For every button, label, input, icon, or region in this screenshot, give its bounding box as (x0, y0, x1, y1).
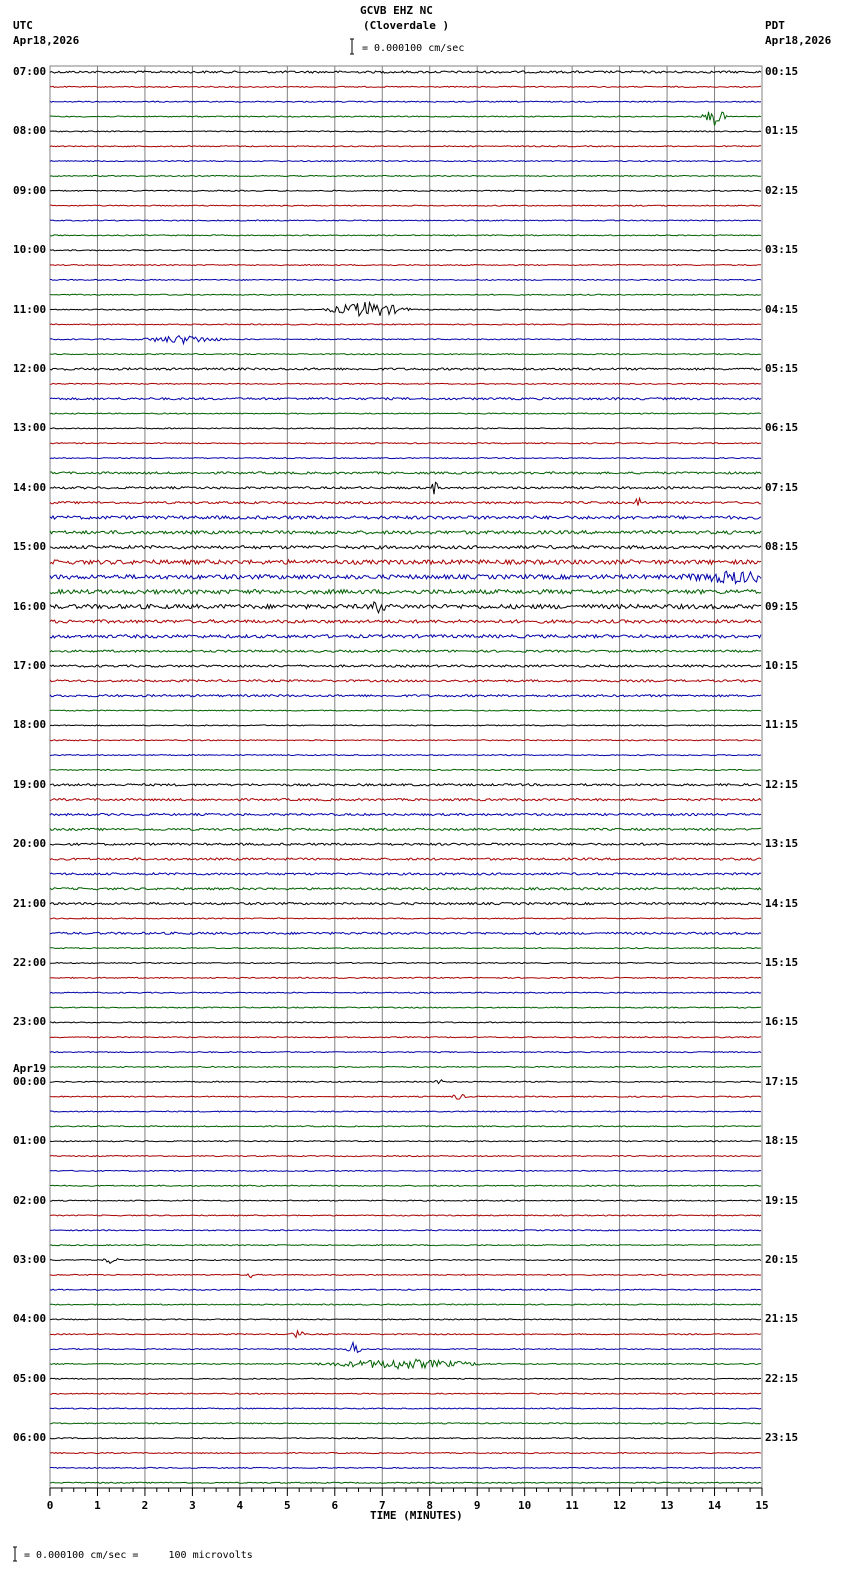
trace-86 (50, 1343, 761, 1353)
x-tick-label: 10 (518, 1499, 532, 1512)
pdt-time-label: 04:15 (765, 302, 799, 316)
utc-hour-label: 19:00 (13, 777, 47, 791)
pdt-time-label: 16:15 (765, 1015, 799, 1029)
trace-41 (50, 680, 761, 682)
x-tick-label: 12 (612, 1499, 627, 1512)
utc-hour-label: 08:00 (13, 124, 47, 138)
pdt-time-label: 21:15 (765, 1312, 799, 1326)
pdt-time-label: 07:15 (765, 480, 799, 494)
trace-50 (50, 813, 761, 815)
trace-88 (50, 1378, 761, 1379)
trace-21 (50, 383, 761, 384)
trace-29 (50, 498, 761, 505)
trace-2 (50, 101, 761, 102)
utc-hour-label: 23:00 (13, 1015, 47, 1029)
trace-66 (50, 1052, 761, 1053)
x-tick-label: 7 (378, 1499, 386, 1512)
x-axis-label: TIME (MINUTES) (370, 1509, 463, 1522)
trace-7 (50, 175, 761, 176)
trace-25 (50, 443, 761, 444)
utc-hour-label: 11:00 (13, 302, 47, 316)
trace-71 (50, 1126, 761, 1127)
trace-87 (50, 1359, 761, 1369)
trace-91 (50, 1423, 761, 1424)
trace-63 (50, 1007, 761, 1008)
utc-hour-label: 03:00 (13, 1253, 47, 1266)
x-tick-label: 3 (189, 1499, 196, 1512)
trace-13 (50, 265, 761, 266)
trace-35 (50, 590, 761, 594)
utc-hour-label: 13:00 (13, 421, 47, 435)
pdt-time-label: 09:15 (765, 599, 799, 613)
utc-hour-label: 17:00 (13, 659, 47, 672)
left-date-change: Apr19 (13, 1062, 47, 1075)
trace-85 (50, 1331, 761, 1338)
utc-hour-label: 10:00 (13, 243, 47, 257)
trace-30 (50, 516, 761, 519)
pdt-time-label: 20:15 (765, 1253, 799, 1266)
x-tick-label: 13 (660, 1499, 674, 1512)
utc-hour-label: 14:00 (13, 480, 47, 494)
pdt-time-label: 05:15 (765, 362, 799, 375)
trace-61 (50, 977, 761, 978)
station-title: GCVB EHZ NC (360, 4, 433, 17)
x-tick-label: 5 (284, 1499, 291, 1512)
trace-42 (50, 695, 761, 697)
trace-51 (50, 828, 761, 830)
station-location: (Cloverdale ) (363, 19, 450, 32)
utc-hour-label: 15:00 (13, 540, 47, 554)
trace-95 (50, 1482, 761, 1483)
trace-31 (50, 531, 761, 534)
pdt-time-label: 13:15 (765, 837, 799, 851)
utc-hour-label: 00:00 (13, 1074, 47, 1088)
trace-34 (50, 571, 761, 583)
pdt-time-label: 23:15 (765, 1431, 799, 1445)
trace-47 (50, 769, 761, 770)
trace-39 (50, 650, 761, 652)
pdt-time-label: 00:15 (765, 65, 799, 78)
trace-54 (50, 873, 761, 875)
trace-4 (50, 131, 761, 132)
utc-hour-label: 01:00 (13, 1134, 47, 1148)
trace-15 (50, 294, 761, 295)
left-timezone: UTC (13, 19, 33, 32)
trace-56 (50, 903, 761, 905)
trace-1 (50, 86, 761, 87)
trace-12 (50, 250, 761, 251)
pdt-time-label: 12:15 (765, 777, 799, 791)
trace-24 (50, 428, 761, 429)
pdt-time-label: 18:15 (765, 1134, 799, 1148)
pdt-time-label: 22:15 (765, 1371, 799, 1385)
trace-23 (50, 413, 761, 414)
x-tick-label: 9 (473, 1499, 481, 1512)
trace-57 (50, 918, 761, 919)
trace-93 (50, 1453, 761, 1454)
utc-hour-label: 09:00 (13, 183, 47, 197)
pdt-time-label: 08:15 (765, 540, 799, 554)
trace-27 (50, 472, 761, 474)
right-date: Apr18,2026 (765, 34, 832, 47)
trace-90 (50, 1408, 761, 1409)
utc-hour-label: 04:00 (13, 1312, 47, 1326)
trace-52 (50, 843, 761, 845)
trace-77 (50, 1215, 761, 1216)
pdt-time-label: 10:15 (765, 659, 799, 672)
trace-70 (50, 1111, 761, 1112)
trace-84 (50, 1319, 761, 1320)
trace-58 (50, 932, 761, 934)
x-tick-label: 4 (236, 1499, 244, 1512)
pdt-time-label: 19:15 (765, 1193, 799, 1207)
trace-68 (50, 1080, 761, 1084)
trace-67 (50, 1066, 761, 1067)
trace-33 (50, 560, 761, 564)
x-tick-label: 15 (755, 1499, 769, 1512)
scale-label: = 0.000100 cm/sec (362, 43, 465, 54)
trace-83 (50, 1304, 761, 1305)
trace-55 (50, 888, 761, 890)
utc-hour-label: 07:00 (13, 65, 47, 78)
trace-11 (50, 235, 761, 236)
pdt-time-label: 06:15 (765, 421, 799, 435)
trace-45 (50, 740, 761, 741)
utc-hour-label: 16:00 (13, 599, 47, 613)
trace-46 (50, 755, 761, 756)
trace-16 (50, 302, 761, 316)
utc-hour-label: 02:00 (13, 1193, 47, 1207)
utc-hour-label: 22:00 (13, 956, 47, 969)
trace-40 (50, 665, 761, 667)
trace-94 (50, 1467, 761, 1468)
trace-79 (50, 1245, 761, 1246)
trace-78 (50, 1230, 761, 1231)
pdt-time-label: 01:15 (765, 124, 799, 138)
trace-38 (50, 635, 761, 638)
trace-18 (50, 336, 761, 344)
trace-5 (50, 146, 761, 147)
trace-48 (50, 784, 761, 786)
utc-hour-label: 18:00 (13, 718, 47, 732)
trace-26 (50, 458, 761, 459)
trace-17 (50, 324, 761, 325)
trace-49 (50, 799, 761, 801)
trace-32 (50, 546, 761, 549)
trace-9 (50, 205, 761, 206)
x-tick-label: 8 (426, 1499, 434, 1512)
trace-81 (50, 1274, 761, 1278)
pdt-time-label: 03:15 (765, 243, 799, 257)
footer-scale-label: = 0.000100 cm/sec = 100 microvolts (24, 1550, 253, 1561)
pdt-time-label: 15:15 (765, 956, 799, 969)
trace-76 (50, 1200, 761, 1201)
trace-3 (50, 112, 761, 126)
trace-92 (50, 1438, 761, 1439)
trace-19 (50, 354, 761, 355)
trace-14 (50, 279, 761, 280)
x-tick-label: 0 (46, 1499, 54, 1512)
trace-22 (50, 398, 761, 400)
trace-74 (50, 1170, 761, 1171)
trace-0 (50, 71, 761, 73)
trace-62 (50, 992, 761, 993)
trace-43 (50, 710, 761, 711)
trace-6 (50, 161, 761, 162)
trace-37 (50, 620, 761, 623)
trace-65 (50, 1037, 761, 1038)
seismic-traces (50, 71, 761, 1483)
trace-69 (50, 1095, 761, 1100)
trace-64 (50, 1022, 761, 1023)
right-timezone: PDT (765, 19, 785, 32)
trace-8 (50, 190, 761, 191)
trace-89 (50, 1393, 761, 1394)
trace-72 (50, 1141, 761, 1142)
utc-hour-label: 20:00 (13, 837, 47, 851)
x-tick-label: 6 (331, 1499, 339, 1512)
utc-hour-label: 21:00 (13, 896, 47, 910)
trace-28 (50, 482, 761, 494)
x-tick-label: 14 (707, 1499, 722, 1512)
utc-hour-label: 12:00 (13, 362, 47, 375)
trace-75 (50, 1185, 761, 1186)
x-tick-label: 11 (565, 1499, 579, 1512)
left-date: Apr18,2026 (13, 34, 80, 47)
pdt-time-label: 14:15 (765, 896, 799, 910)
trace-36 (50, 602, 761, 613)
x-tick-label: 2 (141, 1499, 149, 1512)
trace-60 (50, 963, 761, 964)
trace-59 (50, 948, 761, 949)
pdt-time-label: 02:15 (765, 183, 799, 197)
trace-82 (50, 1289, 761, 1290)
trace-80 (50, 1259, 761, 1264)
x-tick-label: 1 (94, 1499, 101, 1512)
utc-hour-label: 05:00 (13, 1371, 47, 1385)
trace-73 (50, 1156, 761, 1157)
trace-44 (50, 725, 761, 726)
pdt-time-label: 11:15 (765, 718, 799, 732)
pdt-time-label: 17:15 (765, 1074, 799, 1088)
trace-10 (50, 220, 761, 221)
trace-53 (50, 858, 761, 860)
utc-hour-label: 06:00 (13, 1431, 47, 1445)
trace-20 (50, 368, 761, 370)
